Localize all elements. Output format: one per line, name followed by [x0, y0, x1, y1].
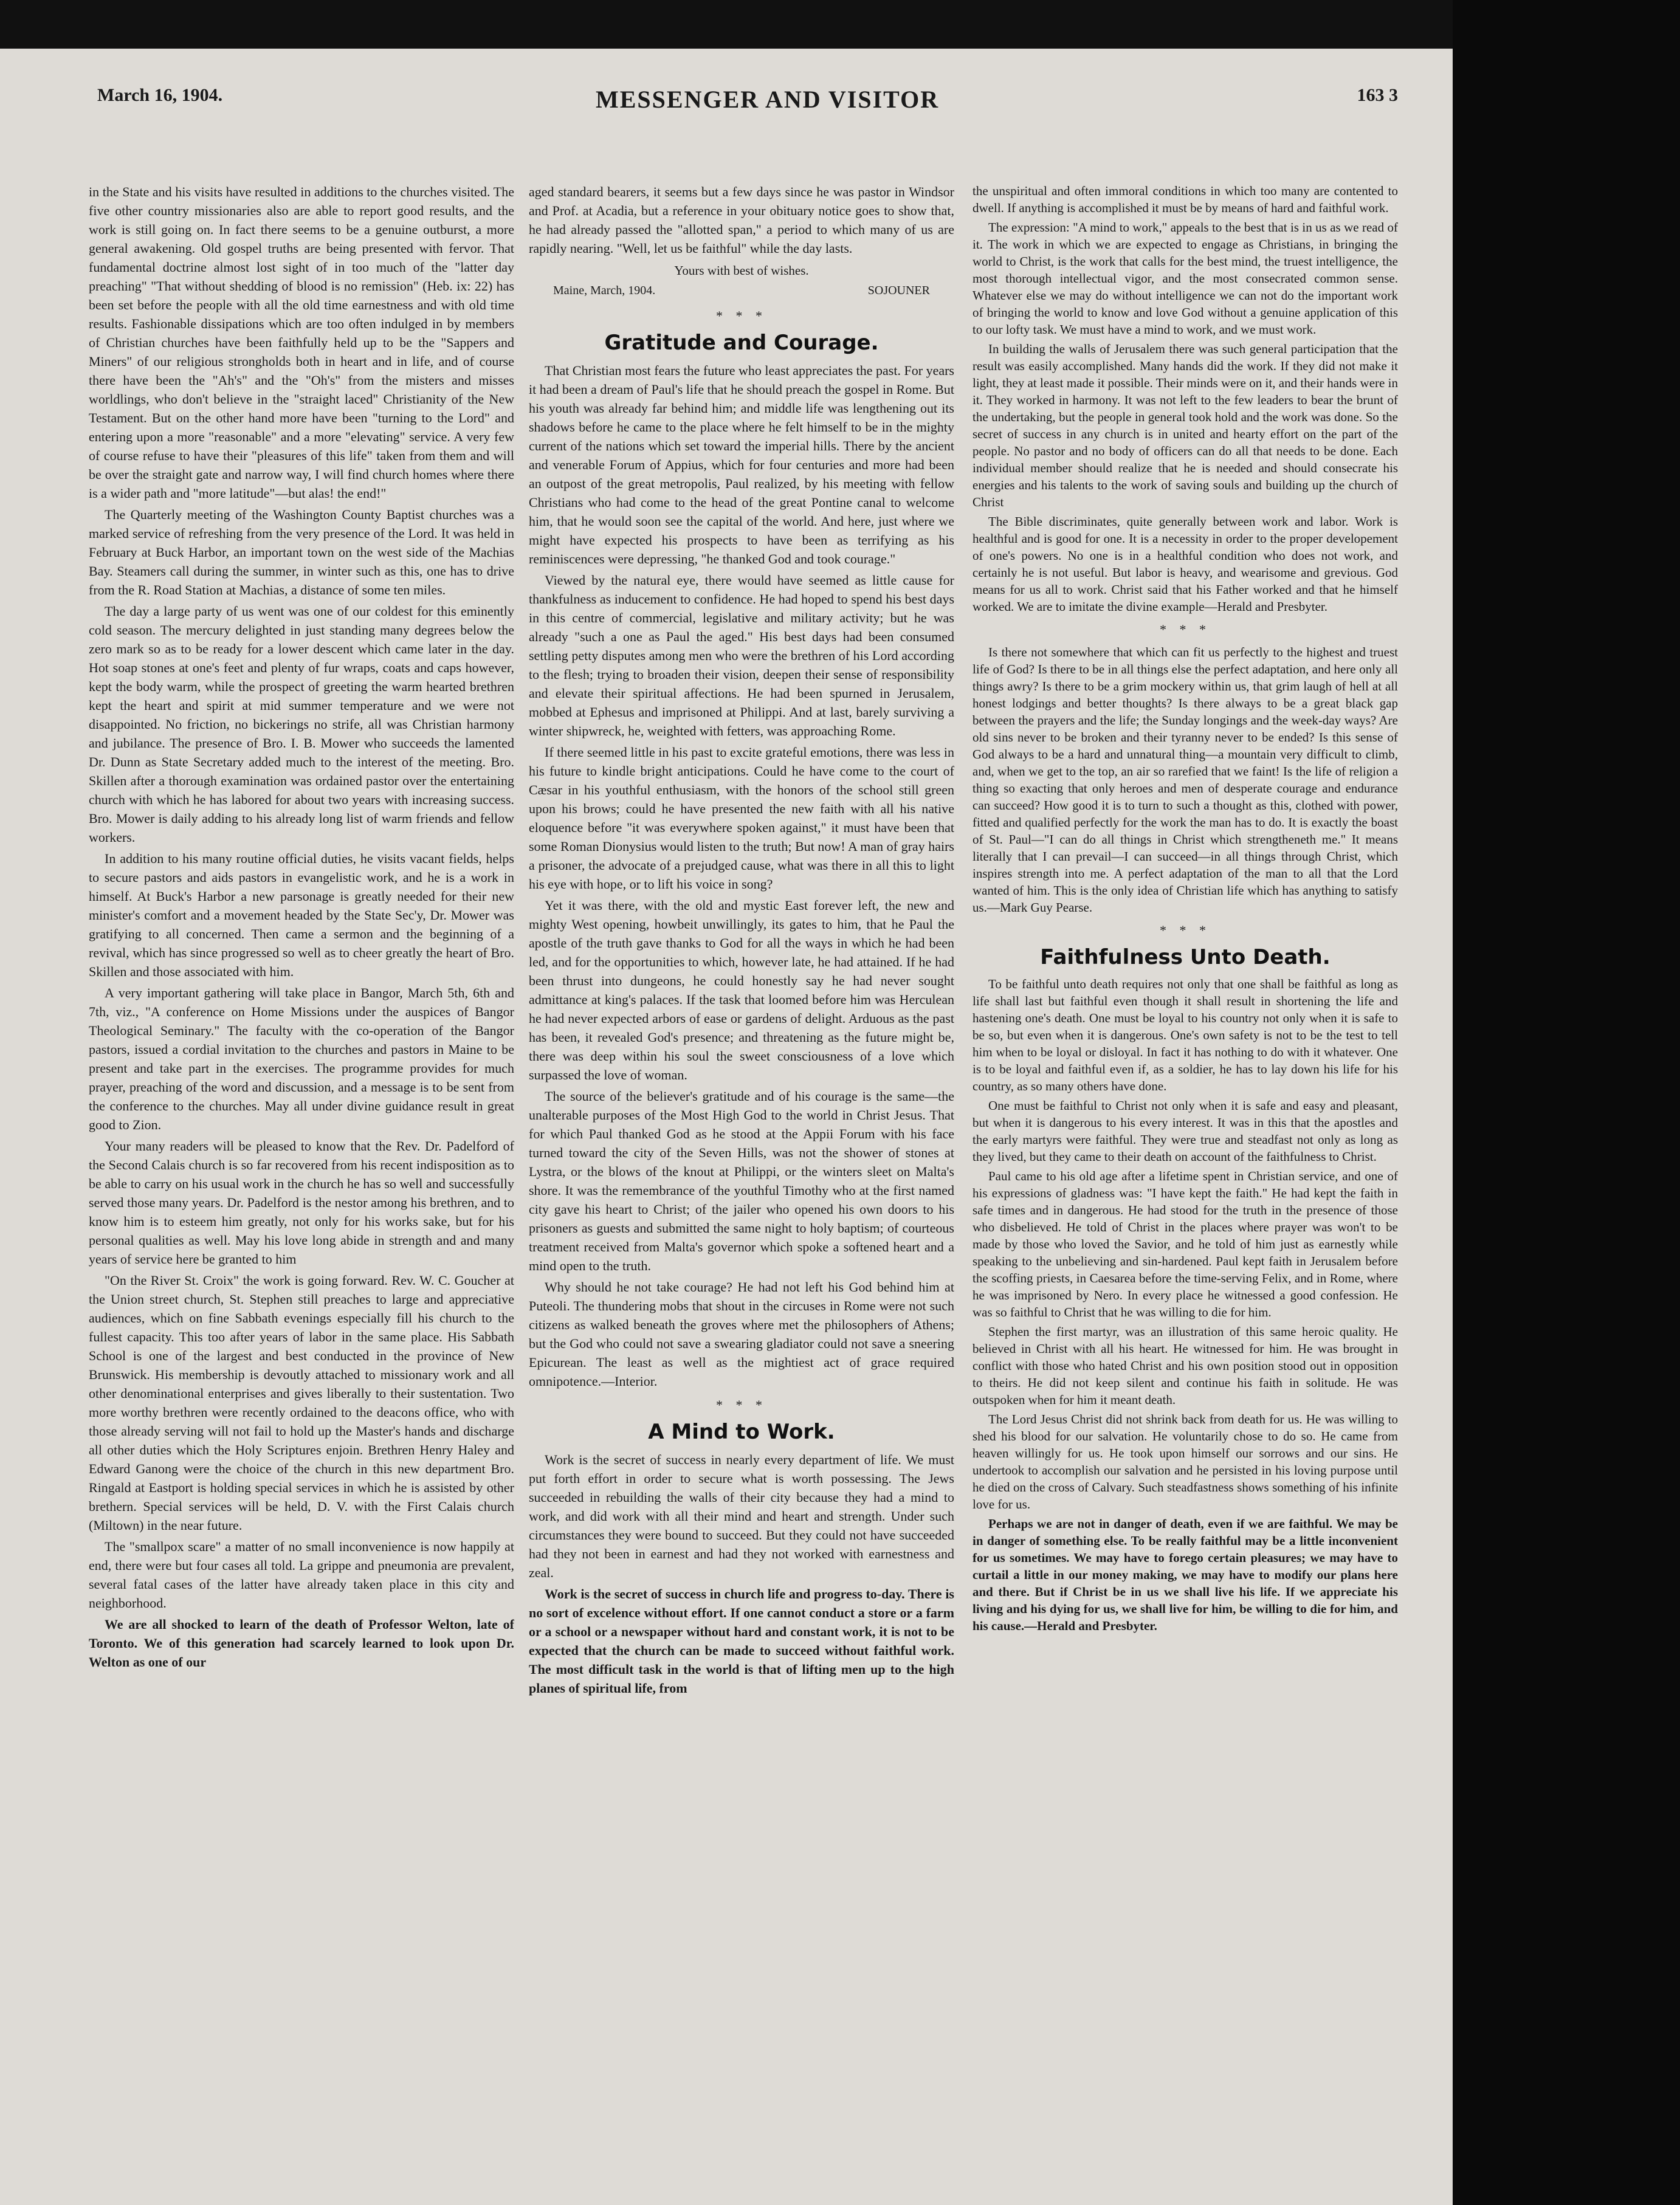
scan-top-border — [0, 0, 1453, 49]
article-paragraph: Yet it was there, with the old and mystic East forever left, the new and mighty West opening, howbeit unwillingly, its gates to him, that he Paul the apostle of the truth gave thanks to God for all the ways in which he had been led, and for the opportunities to which, however late, he had attained. If he had been thrust into dungeons, he could honestly say he had never sought admittance at king's palaces. If the task that loomed before him was Herculean he had never expected arbors of ease or gardens of delight. Arduous as the past has been, it revealed God's presence; and threatening as the future might be, there was deep within his soul the sweet consciousness of a love which surpassed the love of woman. — [529, 898, 954, 1082]
section-separator: * * * — [716, 308, 767, 323]
article-paragraph: The Bible discriminates, quite generally between work and labor. Work is healthful and is good for one. It is a necessity in order to the proper developement of one's powers. No one is in a healthful condition who does not work, and certainly he is not useful. But labor is heavy, and wearisome and grevious. God means for us all to work. Christ said that his Father worked and that he himself worked. We are to imitate the divine example—Herald and Presbyter. — [973, 514, 1398, 614]
article-paragraph: A very important gathering will take place in Bangor, March 5th, 6th and 7th, viz., "A conference on Home Missions under the auspices of Bangor Theological Seminary." The faculty with the co-operation of the Bangor pastors, issued a cordial invitation to the churches and pastors in Maine to be present and take part in the exercises. The programme provides for much prayer, preaching of the word and discussion, and a message is to be sent from the conference to the churches. May all under divine guidance result in great good to Zion. — [89, 985, 514, 1132]
article-paragraph: One must be faithful to Christ not only when it is safe and easy and pleasant, but when it is dangerous to his every interest. It was in this that the apostles and the early martyrs were faithful. They were true and steadfast not only as long as they lived, but they came to their death on account of the faithfulness to Christ. — [973, 1098, 1398, 1164]
article-paragraph: "On the River St. Croix" the work is going forward. Rev. W. C. Goucher at the Union street church, St. Stephen still preaches to large and appreciative audiences, which on fine Sabbath evenings especially fill his church to the fullest capacity. This too after years of labor in the same place. His Sabbath School is one of the largest and best conducted in the province of New Brunswick. His membership is devoutly attached to missionary work and all other denominational enterprises and gives liberally to their sustentation. Two more worthy brethren were recently ordained to the deacons office, who with those already serving will not fail to hold up the Master's hands and discharge all other duties which the Holy Scriptures enjoin. Brethren Henry Haley and Edward Ganong were the choice of the church in this new department Bro. Ringald at Eastport is holding special services in which he is assisted by other brethern. Special services will be held, D. V. with the First Calais church (Miltown) in the near future. — [89, 1273, 514, 1533]
article-paragraph: Stephen the first martyr, was an illustration of this same heroic quality. He believed in Christ with all his heart. He witnessed for him. He was brought in conflict with those who hated Christ and his own position stood out in opposition to theirs. He did not keep silent and continue his faith in solitude. He was outspoken when for him it meant death. — [973, 1324, 1398, 1407]
article-paragraph: To be faithful unto death requires not only that one shall be faithful as long as life shall last but faithful even though it shall result in shortening the life and hastening one's death. One must be loyal to his country not only when it is safe to be so, but even when it is dangerous. One's own safety is not to be the test to tell him when to be loyal or disloyal. In fact it has nothing to do with it whatever. One is to be loyal and faithful even if, as a soldier, he has to lay down his life for his country, as so many others have done. — [973, 977, 1398, 1093]
article-paragraph: If there seemed little in his past to excite grateful emotions, there was less in his future to kindle bright anticipations. Could he have come to the court of Cæsar in his youthful enthusiasm, with the honors of the school still green upon his brows; could he have presented the new faith with all his native eloquence before "it was everywhere spoken against," it must have been that some Roman Dionysius would listen to the truth; But now! A man of gray hairs a prisoner, the advocate of a prejudged cause, what was there in all this to light his eye with hope, or to lift his voice in song? — [529, 745, 954, 892]
article-title: Gratitude and Courage. — [604, 331, 879, 355]
article-paragraph: Your many readers will be pleased to know that the Rev. Dr. Padelford of the Second Calais church is so far recovered from his recent indisposition as to be able to carry on his usual work in the church he has so well and successfully served those many years. Dr. Padelford is the nestor among his brethren, and to know him is to esteem him greatly, not only for his works sake, but for his personal qualities as well. May his love long abide in strength and and many years of service here be granted to him — [89, 1138, 514, 1267]
masthead-title: MESSENGER AND VISITOR — [596, 86, 940, 113]
article-paragraph: The Lord Jesus Christ did not shrink back from death for us. He was willing to shed his blood for our salvation. He voluntarily chose to do so. He came from heaven willingly for us. He took upon himself our sorrows and our sins. He undertook to accomplish our salvation and he persisted in his loving purpose until he died on the cross of Calvary. Such steadfastness shows something of his infinite love for us. — [973, 1412, 1398, 1512]
article-paragraph: Work is the secret of success in church life and progress to-day. There is no sort of excelence without effort. If one cannot conduct a store or a farm or a school or a newspaper without hard and constant work, it is not to be expected that the church can be made to succeed without faithful work. The most difficult task in the world is that of lifting men up to the high planes of spiritual life, from — [529, 1586, 954, 1696]
letter-author: SOJOUNER — [867, 284, 930, 297]
page-header — [97, 85, 1398, 122]
article-paragraph: The "smallpox scare" a matter of no small inconvenience is now happily at end, there were but four cases all told. La grippe and pneumonia are prevalent, several fatal cases of the latter have already taken place in this city and neighborhood. — [89, 1539, 514, 1611]
article-paragraph: Viewed by the natural eye, there would have seemed as little cause for thankfulness as inducement to confidence. He had hoped to spend his best days in this centre of commercial, legislative and military activity; but he was already "such a one as Paul the aged." His best days had been consumed settling petty disputes among men who were the brethren of his Lord according to the flesh; trying to broaden their vision, deepen their sense of responsibility and elevate their spiritual affections. He had been spurned in Jerusalem, mobbed at Ephesus and imprisoned at Philippi. And at last, barely surviving a winter shipwreck, he, weighted with fetters, was approaching Rome. — [529, 573, 954, 738]
section-separator: * * * — [1160, 923, 1211, 938]
letter-place: Maine, March, 1904. — [553, 284, 656, 297]
article-paragraph: Work is the secret of success in nearly every department of life. We must put forth effort in order to secure what is worth possessing. The Jews succeeded in rebuilding the walls of their city because they had a mind to work, and did work with all their mind and heart and strength. Under such circumstances they were bound to succeed. But they could not have succeeded had they not been in earnest and had they not worked with earnestness and zeal. — [529, 1452, 954, 1580]
page-number: 163 3 — [1357, 85, 1398, 105]
article-paragraph: We are all shocked to learn of the death of Professor Welton, late of Toronto. We of this generation had scarcely learned to look upon Dr. Welton as one of our — [89, 1617, 514, 1670]
article-paragraph: Why should he not take courage? He had not left his God behind him at Puteoli. The thundering mobs that shout in the circuses in Rome were not such citizens as walked beneath the groves where met the philosophers of Athens; but the God who could not save a swearing gladiator could not save a sneering Epicurean. The least as well as the mightiest act of grace required omnipotence.—Interior. — [529, 1279, 954, 1389]
article-paragraph: in the State and his visits have resulted in additions to the churches visited. The five other country missionaries also are able to report good results, and the work is still going on. In fact there seems to be a genuine outburst, a more general awakening. Old gospel truths are being presented with fervor. That fundamental doctrine almost lost sight of in too much of the "latter day preaching" "That without shedding of blood is no remission" (Heb. ix: 22) has been set before the people with all the old time earnestness and with old time results. Fashionable dissipations which are too often indulged in by members of Christian churches have been faithfully held up to be the "Sappers and Miners" of our religious strongholds both in heart and in life, and of course there have been the "Ah's" and the "Oh's" from the misters and misses worldlings, who don't believe in the "straight laced" Christianity of the New Testament. But on the other hand more have been "turning to the Lord" and entering upon a more "reasonable" and a more "elevating" service. A very few of course refuse to have their "pleasures of this life" taken from them and will be over the straight gate and narrow way, I will find church homes where there is a wider path and "more latitude"—but alas! the end!" — [89, 184, 514, 501]
article-paragraph: aged standard bearers, it seems but a few days since he was pastor in Windsor and Prof. at Acadia, but a reference in your obituary notice goes to show that, he had already passed the "allotted span," a period to which many of us are rapidly nearing. "Well, let us be faithful" while the day lasts. — [529, 184, 954, 256]
article-paragraph: Is there not somewhere that which can fit us perfectly to the highest and truest life of God? Is there to be in all things else the perfect adaptation, and here only all things awry? Is there to be a grim mockery within us, that grim laugh of hell at all honest lodgings and better thoughts? Is there always to be a great black gap between the prayers and the life; the Sunday longings and the week-day ways? Are old sins never to be broken and their tyranny never to be ended? Is this sense of God always to be a hard and unnatural thing—a mountain very difficult to climb, and, when we get to the top, an air so rarefied that we faint! Is the life of religion a thing so exacting that only heroes and men of desperate courage and endurance can succeed? How good it is to turn to such a thought as this, clothed with power, fitted and qualified perfectly for the work the man has to do. It is exactly the boast of St. Paul—"I can do all things in Christ which strengtheneth me." It means literally that I can prevail—I can succeed—in all things through Christ, which inspires strength into me. A perfect adaptation of the man to all that the Lord wanted of him. This is the only idea of Christian life which has anything to satisfy us.—Mark Guy Pearse. — [973, 645, 1398, 915]
article-paragraph: Paul came to his old age after a lifetime spent in Christian service, and one of his expressions of gladness was: "I have kept the faith." He had kept the faith in safe times and in dangerous. He had stood for the truth in the presence of those who disbelieved. He told of Christ in the places where prayer was won't to be made by those who loved the Savior, and he told of him just as earnestly while speaking to the unbelieving and sin-hardened. Paul kept faith in Jerusalem before the scoffing priests, in Caesarea before the time-serving Felix, and in Rome, where he was imprisoned by Nero. In every place he witnessed a good confession. He was so faithful to Christ that he was willing to die for him. — [973, 1169, 1398, 1319]
article-paragraph: The expression: "A mind to work," appeals to the best that is in us as we read of it. The work in which we are expected to engage as Christians, in bringing the world to Christ, is the work that calls for the best mind, the truest intelligence, the most thorough intellectual vigor, and the most consecrated common sense. Whatever else we may do without intelligence we can not do the important work of bringing the world to know and love God without a genuine application of this to our lofty task. We must have a mind to work, and we must work. — [973, 220, 1398, 337]
article-paragraph: That Christian most fears the future who least appreciates the past. For years it had been a dream of Paul's life that he should preach the gospel in Rome. But his youth was already far behind him; and middle life was lengthening out its shadows before he came to the place where he felt himself to be in the mighty current of the nations which set toward the imperial hills. There by the ancient and venerable Forum of Appius, which for four centuries and more had been an outpost of the great metropolis, Paul realized, by his meeting with fellow Christians who had come to the head of the great Pontine canal to welcome him, that he would soon see the capital of the world. And here, just where we might have expected his prospects to have been as terrifying as his reminiscences were depressing, "he thanked God and took courage." — [529, 363, 954, 566]
column-2 — [529, 182, 954, 2152]
letter-closing: Yours with best of wishes. — [674, 263, 809, 278]
section-separator: * * * — [716, 1397, 767, 1412]
scan-right-border — [1453, 0, 1680, 2205]
article-title: A Mind to Work. — [648, 1420, 835, 1444]
article-paragraph: the unspiritual and often immoral conditions in which too many are contented to dwell. If anything is accomplished it must be by means of hard and faithful work. — [973, 184, 1398, 215]
article-paragraph: In building the walls of Jerusalem there was such general participation that the result was easily accomplished. Many hands did the work. If they did not make it light, they at least made it possible. Their minds were on it, and their hands were in it. They worked in harmony. It was not left to the few leaders to bear the brunt of the undertaking, but the people in general took hold and the work was done. So the secret of success in any church is in united and hearty effort on the part of the people. No pastor and no body of officers can do all that needs to be done. Each individual member should realize that he is needed and should consecrate his energies and his talents to the work of saving souls and building up the church of Christ — [973, 342, 1398, 509]
issue-date: March 16, 1904. — [97, 85, 223, 105]
article-paragraph: The source of the believer's gratitude and of his courage is the same—the unalterable purposes of the Most High God to the world in Christ Jesus. That for which Paul thanked God as he stood at the Appii Forum with his face turned toward the city of the Seven Hills, was not the shower of stones at Lystra, or the blows of the knout at Philippi, or the winters sleet on Malta's shore. It was the remembrance of the youthful Timothy who at the first named city gave his heart to Christ; of the jailer who opened his own doors to his prisoners as guests and submitted the same night to holy baptism; of courteous treatment received from Malta's governor which spoke a softened heart and a mind open to the truth. — [529, 1089, 954, 1273]
column-1 — [89, 182, 514, 2152]
article-paragraph: In addition to his many routine official duties, he visits vacant fields, helps to secure pastors and aids pastors in evangelistic work, and he is a work in himself. At Buck's Harbor a new parsonage is greatly needed for their new minister's comfort and a movement headed by the State Sec'y, Dr. Mower was gratifying to all concerned. Then came a sermon and the beginning of a revival, which has since progressed so well as to cheer greatly the heart of Bro. Skillen and those associated with him. — [89, 851, 514, 979]
article-paragraph: The day a large party of us went was one of our coldest for this eminently cold season. The mercury delighted in just standing many degrees below the zero mark so as to be ready for a lower descent which came later in the day. Hot soap stones at one's feet and plenty of fur wraps, coats and caps however, kept the body warm, while the prospect of greeting the warm hearted brethren kept the heart and spirit at mid summer temperature and we were not disappointed. No friction, no bickerings no strife, all was Christian harmony and jubilance. The presence of Bro. I. B. Mower who succeeds the lamented Dr. Dunn as State Secretary added much to the interest of the meeting. Bro. Skillen after a thorough examination was ordained pastor over the entertaining church with which he has labored for about two years with increasing success. Bro. Mower is daily adding to his already long list of warm friends and fellow workers. — [89, 604, 514, 845]
letter-signature — [553, 281, 930, 300]
section-separator: * * * — [1160, 622, 1211, 637]
article-paragraph: The Quarterly meeting of the Washington County Baptist churches was a marked service of refreshing from the very presence of the Lord. It was held in February at Buck Harbor, an important town on the west side of the Machias Bay. Steamers call during the summer, in winter such as this, one has to drive from the R. Road Station at Machias, a distance of some ten miles. — [89, 507, 514, 597]
article-paragraph: Perhaps we are not in danger of death, even if we are faithful. We may be in danger of something else. To be really faithful may be a little inconvenient for us sometimes. We may have to forego certain pleasures; we may have to curtail a little in our money making, we may have to modify our plans here and there. But if Christ be in us we shall live his life. If we appreciate his living and his dying for us, we shall live for him, be willing to die for him, and his cause.—Herald and Presbyter. — [973, 1516, 1398, 1633]
column-3 — [973, 182, 1398, 2152]
article-title: Faithfulness Unto Death. — [1040, 945, 1331, 969]
